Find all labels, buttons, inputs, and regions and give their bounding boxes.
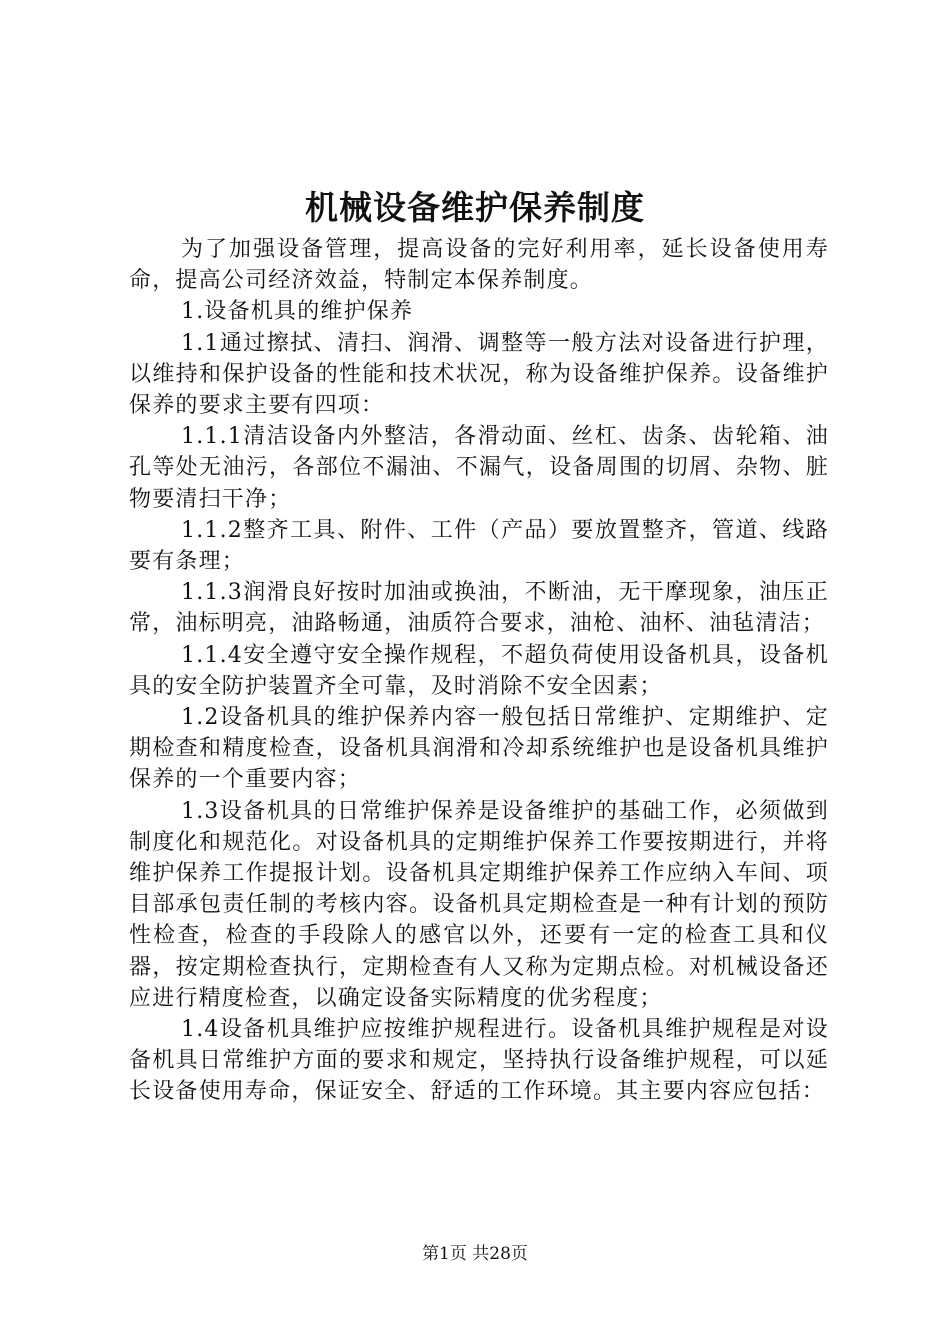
paragraph-1-1-4: 1.1.4安全遵守安全操作规程，不超负荷使用设备机具，设备机具的安全防护装置齐全可靠，及时消除不安全因素； xyxy=(129,642,829,699)
document-title: 机械设备维护保养制度 xyxy=(305,188,645,227)
page-number-footer: 第1页 共28页 xyxy=(422,1244,528,1264)
paragraph-1-1: 1.1通过擦拭、清扫、润滑、调整等一般方法对设备进行护理，以维持和保护设备的性能和技术状况，称为设备维护保养。设备维护保养的要求主要有四项： xyxy=(129,330,829,419)
section-heading-1: 1.设备机具的维护保养 xyxy=(181,299,414,325)
paragraph-1-1-2: 1.1.2整齐工具、附件、工件（产品）要放置整齐，管道、线路要有条理； xyxy=(129,517,829,575)
paragraph-intro: 为了加强设备管理，提高设备的完好利用率，延长设备使用寿命，提高公司经济效益，特制定本保养制度。 xyxy=(129,237,829,294)
paragraph-1-1-1: 1.1.1清洁设备内外整洁，各滑动面、丝杠、齿条、齿轮箱、油孔等处无油污，各部位不漏油、不漏气，设备周围的切屑、杂物、脏物要清扫干净； xyxy=(129,424,829,512)
document-body xyxy=(129,234,829,1108)
paragraph-1-4: 1.4设备机具维护应按维护规程进行。设备机具维护规程是对设备机具日常维护方面的要求和规定，坚持执行设备维护规程，可以延长设备使用寿命，保证安全、舒适的工作环境。其主要内容应包括： xyxy=(129,1017,829,1105)
paragraph-1-3: 1.3设备机具的日常维护保养是设备维护的基础工作，必须做到制度化和规范化。对设备机具的定期维护保养工作要按期进行，并将维护保养工作提报计划。设备机具定期维护保养工作应纳入车间、项目部承包责任制的考核内容。设备机具定期检查是一种有计划的预防性检查，检查的手段除人的感官以外，还要有一定的检查工具和仪器，按定期检查执行，定期检查有人又称为定期点检。对机械设备还应进行精度检查，以确定设备实际精度的优劣程度； xyxy=(129,798,829,1011)
paragraph-1-1-3: 1.1.3润滑良好按时加油或换油，不断油，无干摩现象，油压正常，油标明亮，油路畅通，油质符合要求，油枪、油杯、油毡清洁； xyxy=(129,580,829,637)
paragraph-1-2: 1.2设备机具的维护保养内容一般包括日常维护、定期维护、定期检查和精度检查，设备机具润滑和冷却系统维护也是设备机具维护保养的一个重要内容； xyxy=(129,705,829,793)
